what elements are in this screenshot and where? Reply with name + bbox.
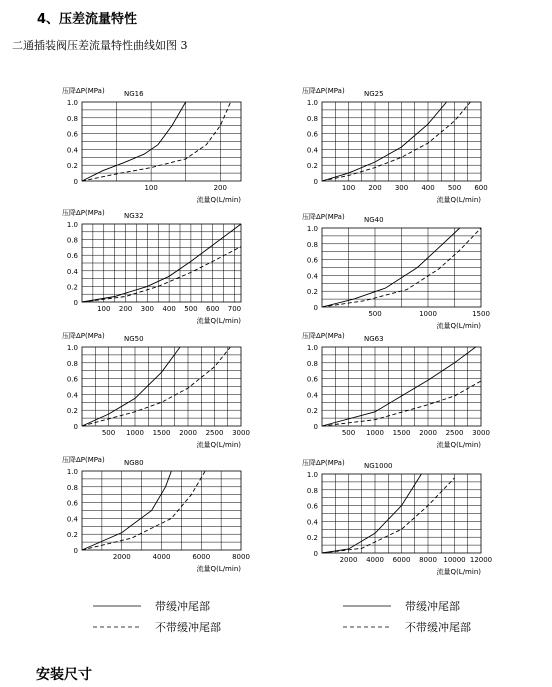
- ng16-ytick-label: 0.4: [66, 146, 78, 155]
- legend-dashed-label-right: 不带缓冲尾部: [405, 621, 471, 634]
- ng1000-xtick-label: 6000: [392, 556, 411, 564]
- ng80-title: NG80: [124, 459, 144, 467]
- ng1000-xtick-label: 8000: [419, 556, 437, 564]
- ng32-xtick-label: 300: [140, 305, 155, 313]
- ng32-xtick-label: 400: [162, 305, 176, 313]
- ng80-ytick-label: 1.0: [66, 468, 78, 476]
- ng63-xtick-label: 1000: [366, 429, 384, 437]
- ng50-ytick-label: 0.4: [66, 391, 78, 400]
- ng16-xtick-label: 100: [144, 184, 158, 192]
- ng25-ytick-label: 1.0: [306, 99, 318, 107]
- ng16-ytick-label: 0.6: [66, 130, 78, 139]
- ng1000-ytick-label: 1.0: [306, 471, 318, 479]
- ng40-ytick-label: 0.2: [306, 288, 318, 297]
- ng80-ylabel: 压降ΔP(MPa): [62, 456, 105, 464]
- ng32-xtick-label: 700: [227, 305, 242, 313]
- ng32-xtick-label: 600: [205, 305, 220, 313]
- ng1000-title: NG1000: [364, 462, 393, 470]
- ng25-ytick-label: 0.8: [306, 114, 318, 123]
- ng50-xtick-label: 1500: [152, 429, 171, 437]
- ng63-ytick-label: 1.0: [306, 344, 318, 352]
- ng80-xtick-label: 4000: [152, 553, 171, 561]
- ng32-ytick-label: 0.2: [66, 283, 78, 292]
- ng40-xlabel: 流量Q(L/min): [436, 322, 481, 330]
- ng1000-xtick-label: 2000: [339, 556, 358, 564]
- ng80-xtick-label: 8000: [232, 553, 250, 561]
- figure-caption: 二通插装阀压差流量特性曲线如图 3: [12, 39, 188, 52]
- ng16-ytick-label: 0.8: [66, 114, 78, 123]
- ng32-xtick-label: 500: [184, 305, 198, 313]
- ng40-ylabel: 压降ΔP(MPa): [302, 213, 345, 221]
- ng1000-xtick-label: 12000: [469, 556, 493, 564]
- ng16-title: NG16: [124, 90, 144, 98]
- ng25-xtick-label: 300: [394, 184, 409, 192]
- ng32-ytick-label: 0.6: [66, 252, 78, 261]
- ng25-xlabel: 流量Q(L/min): [436, 196, 481, 204]
- ng63-ytick-label: 0.6: [306, 375, 318, 384]
- ng32-ylabel: 压降ΔP(MPa): [62, 209, 105, 217]
- ng16-ytick-label: 1.0: [66, 99, 78, 107]
- ng1000-xtick-label: 4000: [366, 556, 384, 564]
- ng50-xtick-label: 2000: [179, 429, 197, 437]
- ng50-xtick-label: 500: [101, 429, 116, 437]
- ng50-ytick-label: 0.6: [66, 375, 78, 384]
- ng40-xtick-label: 1000: [419, 310, 437, 318]
- ng80-ytick-label: 0.6: [66, 499, 78, 508]
- ng32-ytick-label: 0.4: [66, 267, 78, 276]
- ng63-title: NG63: [364, 335, 384, 343]
- ng25-xtick-label: 600: [474, 184, 488, 192]
- ng63-xtick-label: 500: [341, 429, 356, 437]
- ng1000-ytick-label: 0.4: [306, 518, 318, 527]
- ng40-ytick-label: 0: [313, 304, 318, 312]
- ng25-xtick-label: 100: [341, 184, 356, 192]
- ng63-xtick-label: 1500: [392, 429, 411, 437]
- ng16-xtick-label: 200: [213, 184, 227, 192]
- ng25-xtick-label: 200: [368, 184, 382, 192]
- ng40-ytick-label: 1.0: [306, 225, 318, 233]
- ng63-ytick-label: 0.4: [306, 391, 318, 400]
- ng25-ytick-label: 0.6: [306, 130, 318, 139]
- ng63-ytick-label: 0.2: [306, 407, 318, 416]
- ng50-xtick-label: 2500: [205, 429, 224, 437]
- ng25-title: NG25: [364, 90, 384, 98]
- ng1000-ytick-label: 0.8: [306, 486, 318, 495]
- ng40-title: NG40: [364, 216, 384, 224]
- ng63-ylabel: 压降ΔP(MPa): [302, 332, 345, 340]
- ng80-ytick-label: 0: [73, 547, 78, 555]
- ng32-xlabel: 流量Q(L/min): [196, 317, 241, 325]
- ng1000-ytick-label: 0: [313, 550, 318, 558]
- legend-solid-label-right: 带缓冲尾部: [405, 600, 460, 613]
- ng50-xtick-label: 3000: [232, 429, 250, 437]
- ng63-xtick-label: 2000: [419, 429, 437, 437]
- ng50-xtick-label: 1000: [126, 429, 144, 437]
- ng32-title: NG32: [124, 212, 144, 220]
- ng50-ytick-label: 1.0: [66, 344, 78, 352]
- ng40-ytick-label: 0.6: [306, 256, 318, 265]
- ng25-ylabel: 压降ΔP(MPa): [302, 87, 345, 95]
- ng80-ytick-label: 0.2: [66, 531, 78, 540]
- ng63-ytick-label: 0.8: [306, 359, 318, 368]
- ng16-ylabel: 压降ΔP(MPa): [62, 87, 105, 95]
- ng1000-ytick-label: 0.6: [306, 502, 318, 511]
- ng50-ylabel: 压降ΔP(MPa): [62, 332, 105, 340]
- install-dimensions-heading: 安装尺寸: [36, 667, 92, 683]
- ng32-ytick-label: 0: [73, 299, 78, 307]
- ng80-ytick-label: 0.8: [66, 483, 78, 492]
- ng16-xlabel: 流量Q(L/min): [196, 196, 241, 204]
- ng25-xtick-label: 500: [447, 184, 462, 192]
- ng32-xtick-label: 200: [118, 305, 133, 313]
- ng50-ytick-label: 0.2: [66, 407, 78, 416]
- ng50-ytick-label: 0: [73, 423, 78, 431]
- ng16-ytick-label: 0.2: [66, 162, 78, 171]
- ng63-ytick-label: 0: [313, 423, 318, 431]
- ng25-ytick-label: 0.2: [306, 162, 318, 171]
- ng25-ytick-label: 0: [313, 178, 318, 186]
- ng50-ytick-label: 0.8: [66, 359, 78, 368]
- ng1000-xlabel: 流量Q(L/min): [436, 568, 481, 576]
- ng50-xlabel: 流量Q(L/min): [196, 441, 241, 449]
- ng80-ytick-label: 0.4: [66, 515, 78, 524]
- ng80-xtick-label: 6000: [192, 553, 211, 561]
- ng63-xlabel: 流量Q(L/min): [436, 441, 481, 449]
- ng16-ytick-label: 0: [73, 178, 78, 186]
- ng25-xtick-label: 400: [421, 184, 435, 192]
- ng80-xlabel: 流量Q(L/min): [196, 565, 241, 573]
- ng1000-ytick-label: 0.2: [306, 534, 318, 543]
- ng50-title: NG50: [124, 335, 144, 343]
- ng32-ytick-label: 0.8: [66, 236, 78, 245]
- ng40-ytick-label: 0.4: [306, 272, 318, 281]
- legend-solid-label-left: 带缓冲尾部: [155, 600, 210, 613]
- ng25-ytick-label: 0.4: [306, 146, 318, 155]
- ng1000-xtick-label: 10000: [443, 556, 466, 564]
- ng80-xtick-label: 2000: [112, 553, 131, 561]
- ng63-xtick-label: 2500: [445, 429, 464, 437]
- ng1000-ylabel: 压降ΔP(MPa): [302, 459, 345, 467]
- legend-dashed-label-left: 不带缓冲尾部: [155, 621, 221, 634]
- ng40-xtick-label: 1500: [472, 310, 490, 318]
- ng32-ytick-label: 1.0: [66, 221, 78, 229]
- ng40-ytick-label: 0.8: [306, 240, 318, 249]
- ng40-xtick-label: 500: [368, 310, 382, 318]
- ng32-xtick-label: 100: [97, 305, 111, 313]
- section-heading: 4、压差流量特性: [37, 12, 138, 27]
- ng63-xtick-label: 3000: [472, 429, 490, 437]
